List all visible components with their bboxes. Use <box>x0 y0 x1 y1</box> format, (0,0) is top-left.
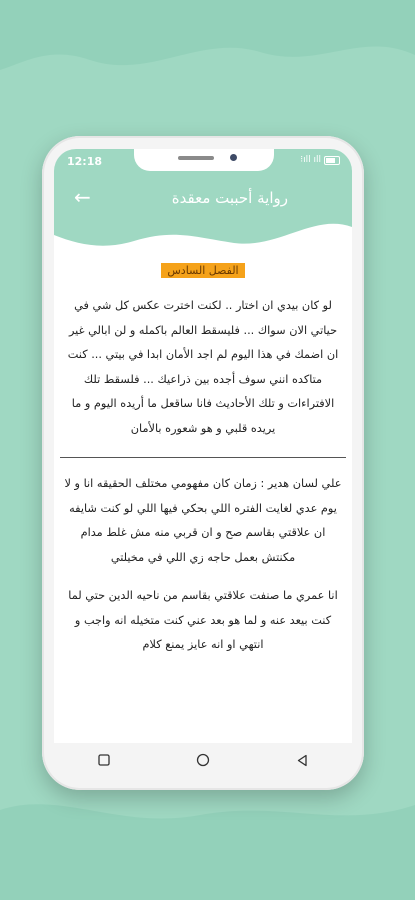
home-circle-icon[interactable] <box>183 748 223 772</box>
story-paragraph-3: انا عمري ما صنفت علاقتي بقاسم من ناحيه الدين حتي لما كنت بيعد عنه و لما هو بعد عني كنت متخيله انه واجب و انتهي او انه عايز يمنع كلام <box>68 589 338 651</box>
camera-icon <box>230 154 237 161</box>
app-bar <box>54 149 352 259</box>
signal-icon: ⁝ıll ıll <box>300 155 321 165</box>
status-icons <box>300 155 340 165</box>
background-top-wave <box>0 0 415 90</box>
battery-icon <box>324 156 340 165</box>
arrow-left-icon[interactable]: ← <box>74 185 91 209</box>
app-title: رواية أحببت معقدة <box>171 189 288 207</box>
status-time: 12:18 <box>67 155 103 168</box>
chapter-label: الفصل السادس <box>161 263 244 278</box>
story-paragraph-2: علي لسان هدير : زمان كان مفهومي مختلف الحقيقه انا و لا يوم عدي لغايت الفتره اللي بحكي فيها اللي لو كنت شايفه ان علاقتي بقاسم صح و ان قربي منه مش غلط مدام مكنتش بعمل حاجه زي اللي في مخيلتي <box>64 477 342 564</box>
back-triangle-icon[interactable] <box>282 748 322 772</box>
recents-square-icon[interactable] <box>84 748 124 772</box>
phone-frame <box>42 136 364 790</box>
phone-notch <box>134 149 274 171</box>
reading-content[interactable] <box>54 259 352 743</box>
phone-screen <box>54 149 352 743</box>
story-paragraph-1: لو كان بيدي ان اختار .. لكنت اخترت عكس كل شي في حياتي الان سواك ... فليسقط العالم باكمله و لن ابالي غير ان اضمك في هذا اليوم لم اجد الأمان ابدا في بيتي ... كنت متاكده انني سوف أجده بين ذراعيك ... فلسقط تلك الافتراءات و تلك الأحاديث فانا ساقعل ما أريده اليوم و ما يريده قلبي و هو شعوره بالأمان <box>67 299 339 435</box>
section-divider <box>60 457 346 458</box>
system-nav-bar <box>54 743 352 777</box>
speaker-icon <box>178 156 214 160</box>
